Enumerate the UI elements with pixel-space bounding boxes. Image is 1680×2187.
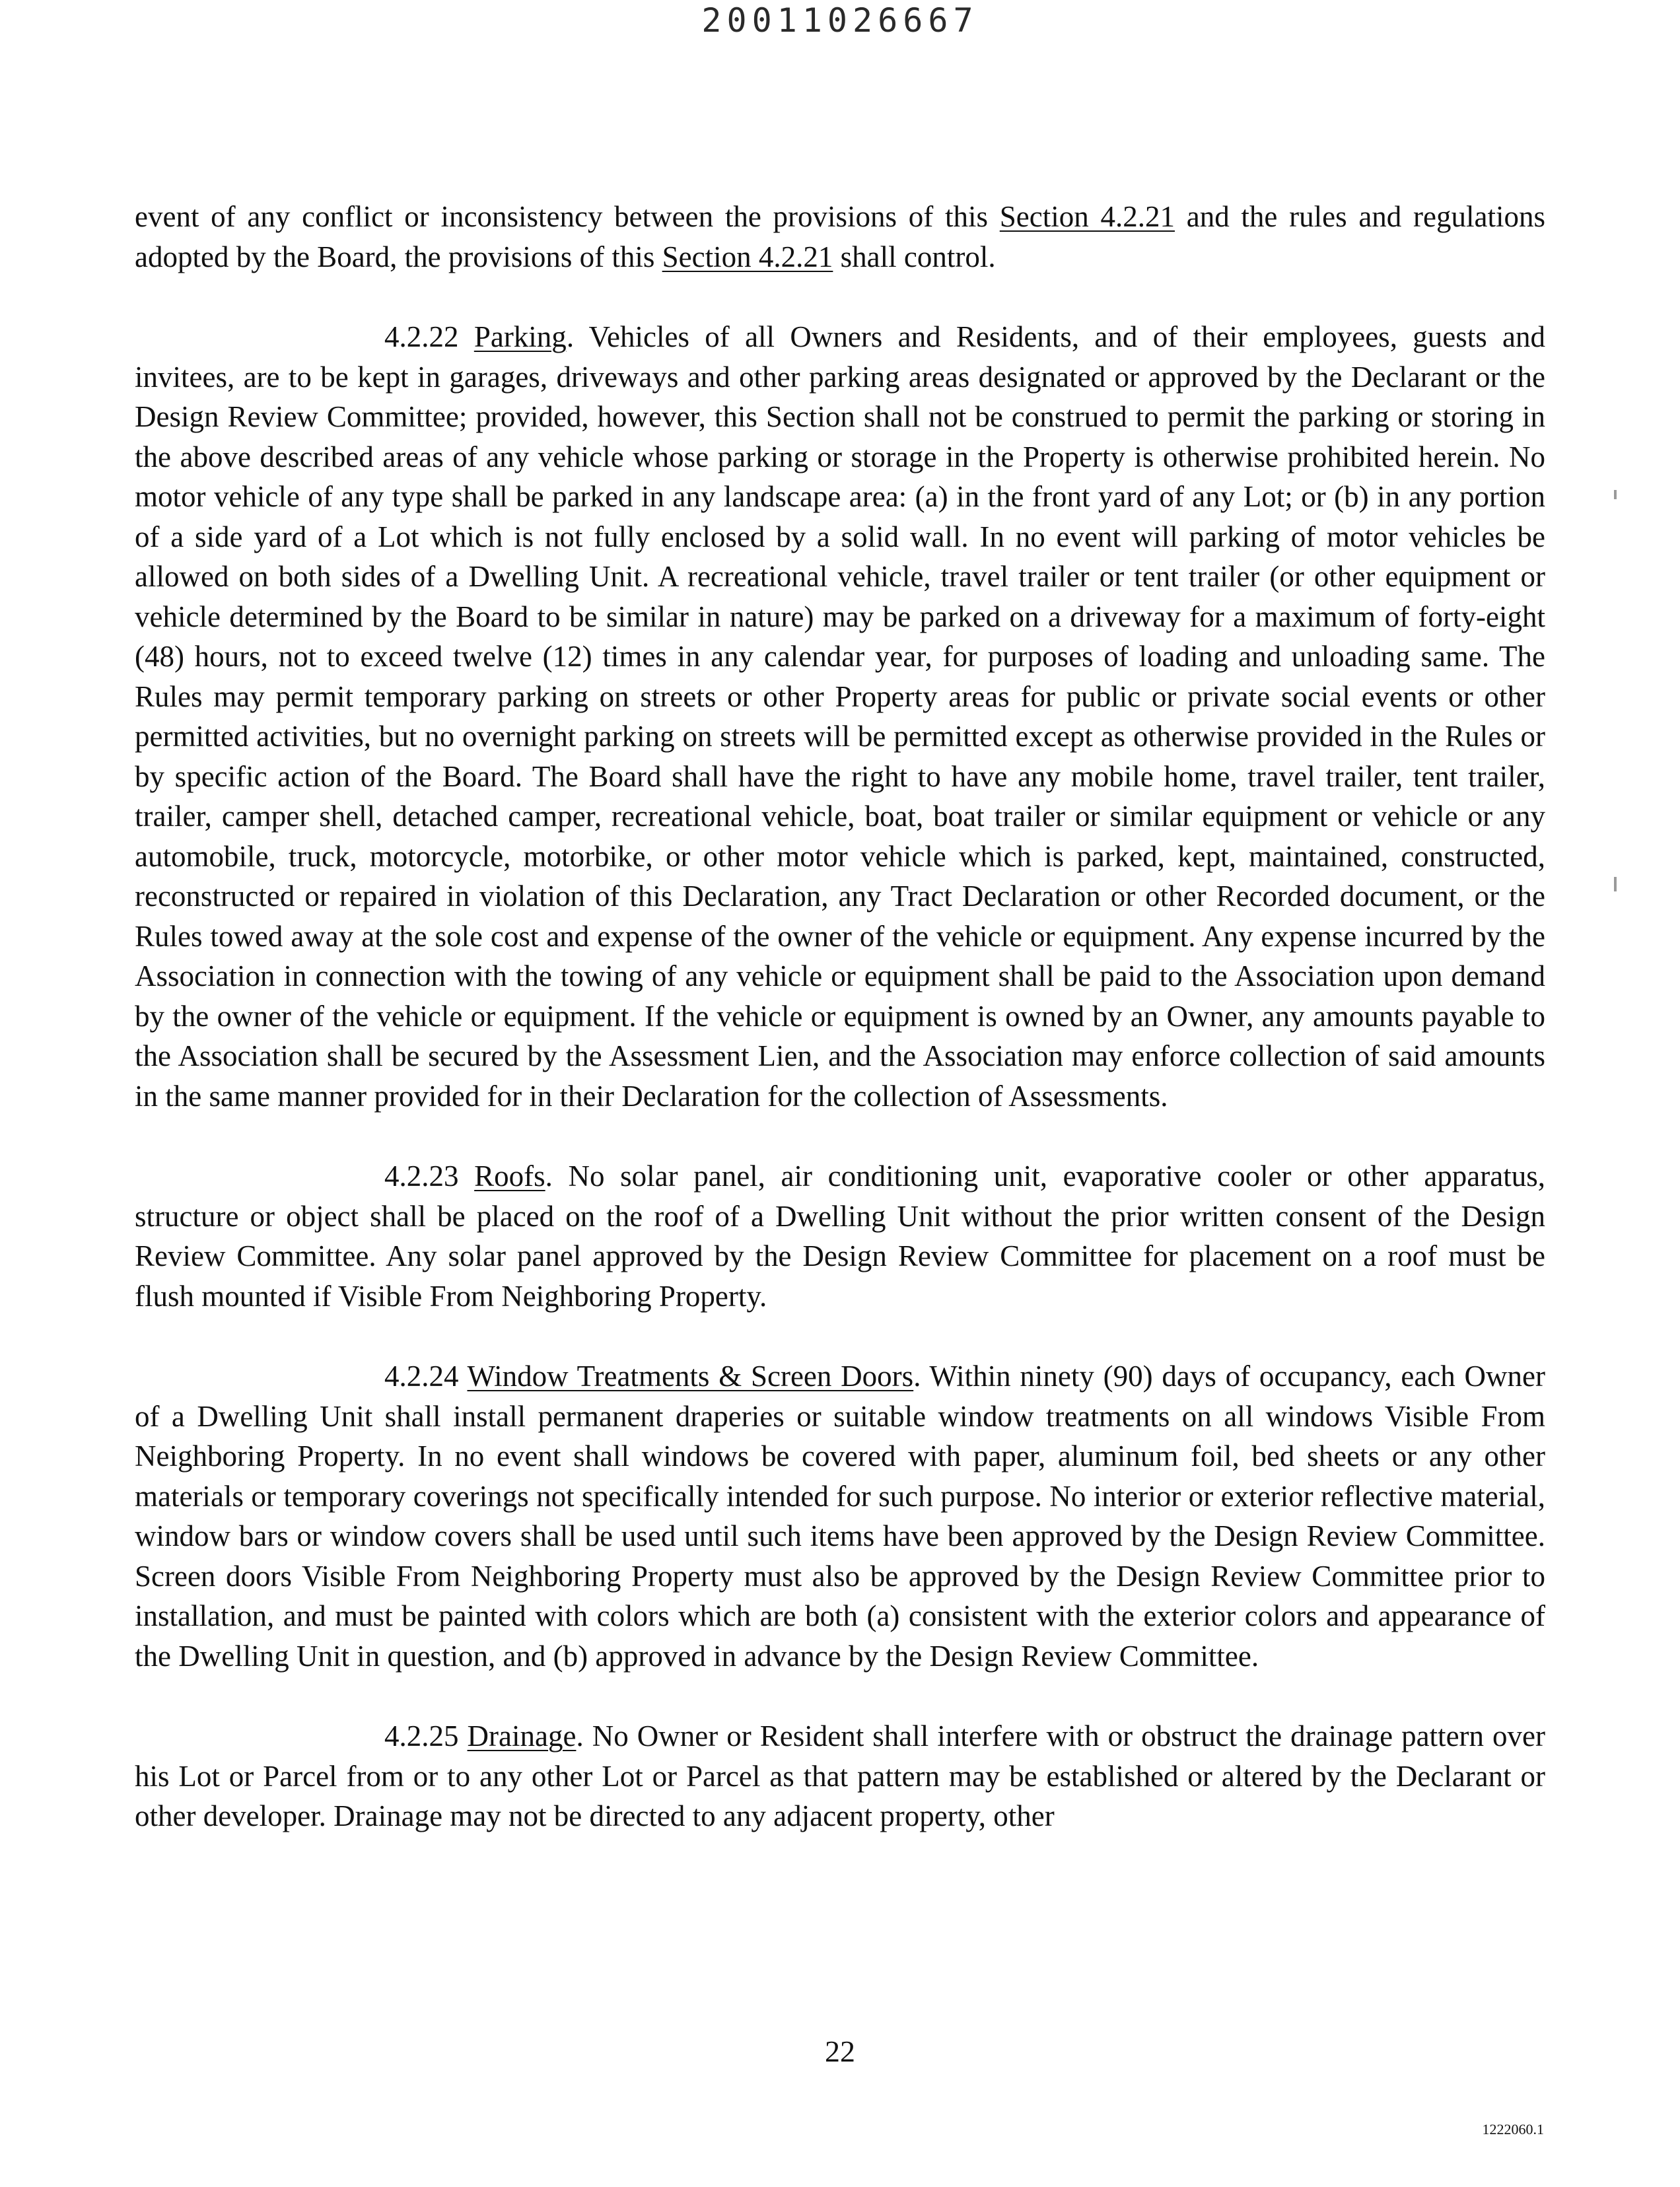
document-code: 1222060.1 (1482, 2121, 1544, 2137)
intro-text: shall control. (833, 240, 996, 273)
section-reference: Section 4.2.21 (662, 240, 833, 273)
section-heading: Drainage (467, 1719, 577, 1753)
side-stamp-mark (1621, 99, 1660, 324)
section-number: 4.2.23 (384, 1160, 459, 1193)
section-number: 4.2.25 (384, 1719, 459, 1753)
intro-text: and the rules and regulations adopted by the Board, the provisions of this (135, 200, 1545, 273)
margin-speck (1614, 877, 1617, 891)
section-text: . Within ninety (90) days of occupancy, each Owner of a Dwelling Unit shall install permanent draperies or suitable window treatments on all windows Visible From Neighboring Property. In no event shall windows be covered with paper, aluminum foil, bed sheets or any other materials or temporary coverings not specifically intended for such purpose. No interior or exterior reflective material, window bars or window covers shall be used until such items have been approved by the Design Review Committee. Screen doors Visible From Neighboring Property must also be approved by the Design Review Committee prior to installation, and must be painted with colors which are both (a) consistent with the exterior colors and appearance of the Dwelling Unit in question, and (b) approved in advance by the Design Review Committee. (135, 1360, 1545, 1673)
document-body (135, 197, 1545, 1877)
section-4-2-22-parking (135, 317, 1545, 1116)
section-4-2-23-roofs (135, 1156, 1545, 1316)
section-number: 4.2.24 (384, 1360, 459, 1393)
section-heading: Roofs (474, 1160, 545, 1193)
section-4-2-24-window-treatments (135, 1356, 1545, 1676)
section-reference: Section 4.2.21 (999, 200, 1175, 233)
page-number: 22 (825, 2034, 855, 2068)
margin-speck (1614, 490, 1617, 499)
section-number: 4.2.22 (384, 320, 459, 353)
intro-text: event of any conflict or inconsistency between the provisions of this (135, 200, 1000, 233)
section-text: . Vehicles of all Owners and Residents, and of their employees, guests and invitees, are to be kept in garages, driveways and other parking areas designated or approved by the Declarant or the Design Review Committee; provided, however, this Section shall not be construed to permit the parking or storing in the above described areas of any vehicle whose parking or storage in the Property is otherwise prohibited herein. No motor vehicle of any type shall be parked in any landscape area: (a) in the front yard of any Lot; or (b) in any portion of a side yard of a Lot which is not fully enclosed by a solid wall. In no event will parking of motor vehicles be allowed on both sides of a Dwelling Unit. A recreational vehicle, travel trailer or tent trailer (or other equipment or vehicle determined by the Board to be similar in nature) may be parked on a driveway for a maximum of forty-eight (48) hours, not to exceed twelve (12) times in any calendar year, for purposes of loading and unloading same. The Rules may permit temporary parking on streets or other Property areas for public or private social events or other permitted activities, but no overnight parking on streets will be permitted except as otherwise provided in the Rules or by specific action of the Board. The Board shall have the right to have any mobile home, travel trailer, tent trailer, trailer, camper shell, detached camper, recreational vehicle, boat, boat trailer or similar equipment or vehicle or any automobile, truck, motorcycle, motorbike, or other motor vehicle which is parked, kept, maintained, constructed, reconstructed or repaired in violation of this Declaration, any Tract Declaration or other Recorded document, or the Rules towed away at the sole cost and expense of the owner of the vehicle or equipment. Any expense incurred by the Association in connection with the towing of any vehicle or equipment shall be paid to the Association upon demand by the owner of the vehicle or equipment. If the vehicle or equipment is owned by an Owner, any amounts payable to the Association shall be secured by the Assessment Lien, and the Association may enforce collection of said amounts in the same manner provided for in their Declaration for the collection of Assessments. (135, 320, 1546, 1113)
section-text: . No solar panel, air conditioning unit, evaporative cooler or other apparatus, structure or object shall be placed on the roof of a Dwelling Unit without the prior written consent of the Design Review Committee. Any solar panel approved by the Design Review Committee for placement on a roof must be flush mounted if Visible From Neighboring Property. (135, 1160, 1545, 1313)
section-text: . No Owner or Resident shall interfere with or obstruct the drainage pattern over his Lot or Parcel from or to any other Lot or Parcel as that pattern may be established or altered by the Declarant or other developer. Drainage may not be directed to any adjacent property, other (135, 1719, 1546, 1832)
section-heading: Parking (473, 320, 567, 353)
intro-paragraph (135, 197, 1545, 277)
section-heading: Window Treatments & Screen Doors (467, 1360, 914, 1393)
section-4-2-25-drainage (135, 1716, 1545, 1836)
document-number: 20011026667 (701, 1, 979, 40)
